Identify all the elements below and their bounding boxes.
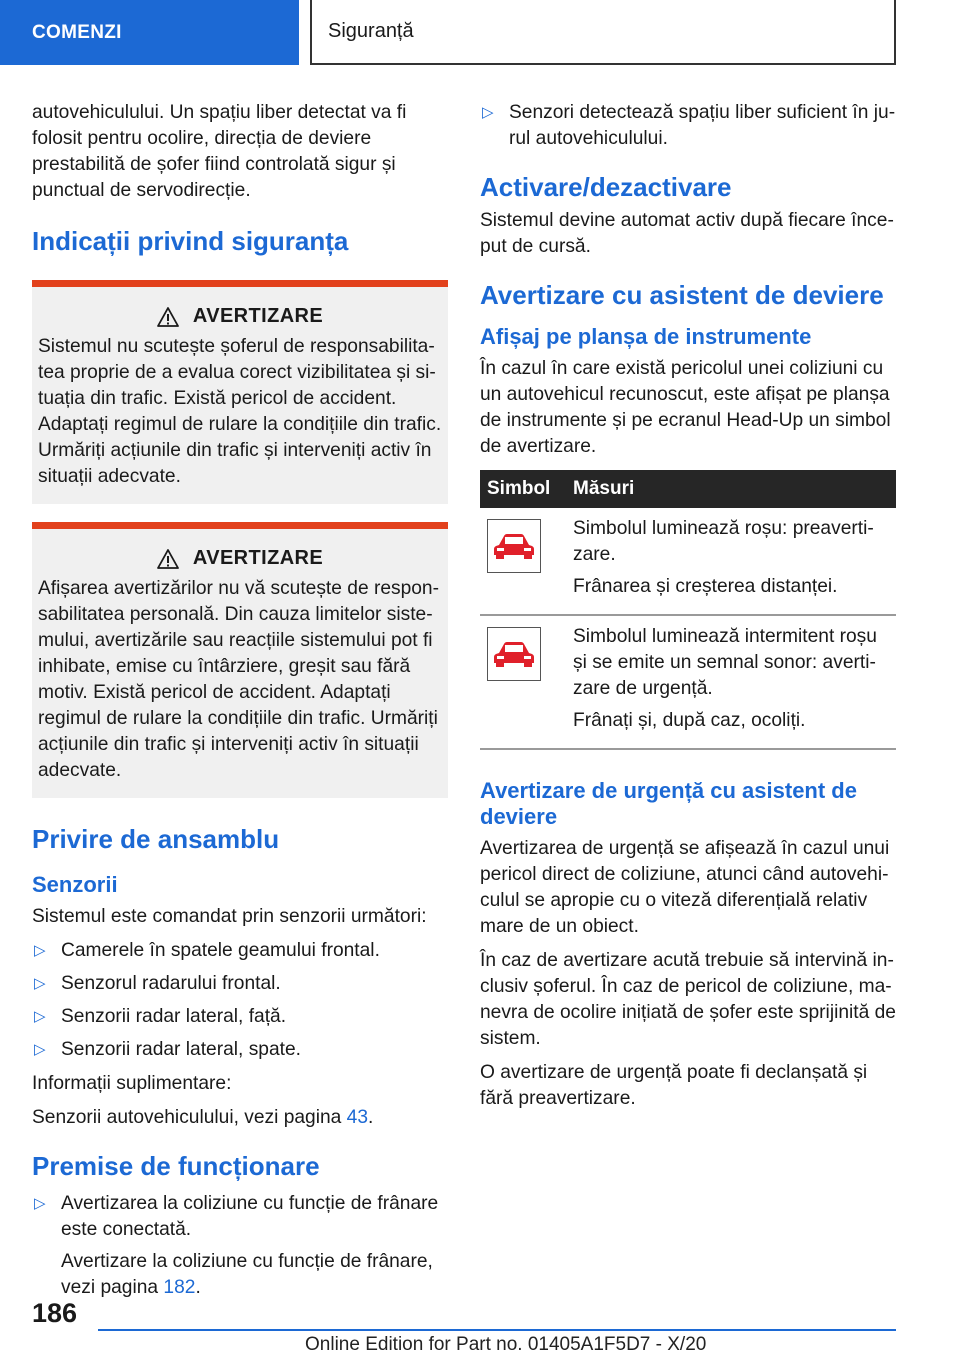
list-item: ▷ Senzori detectează spațiu liber suficient în jurul autovehiculului.: [482, 102, 896, 149]
warning-text: Sistemul nu scutește șoferul de responsabilitatea proprie de a evalua corect vizibilitatea și situația din trafic. Există pericol de accident. Adaptați regimul de rulare la condițiile din trafic. Urmăriți acțiunile din trafic și interveniți activ în situații adecvate.: [38, 336, 442, 487]
triangle-bullet-icon: ▷: [34, 942, 46, 959]
measure-text: Frânați și, după caz, ocoliți.: [573, 710, 806, 731]
overview-heading: Privire de ansamblu: [32, 824, 280, 854]
triangle-bullet-icon: ▷: [34, 975, 46, 992]
right-column: [480, 100, 896, 1120]
emergency-paragraph: Avertizarea de urgență se afișează în cazul unui pericol direct de coliziune, atunci când autovehiculul se apropie cu o viteză diferențială relativ mare de un obiect.: [480, 838, 890, 937]
list-item: ▷ Camerele în spatele geamului frontal.: [32, 938, 448, 964]
section-title: COMENZI: [32, 21, 122, 43]
intro-paragraph: autovehiculului. Un spațiu liber detectat va fi folosit pentru ocolire, direcția de deviere prestabilită de șofer fiind controlată sigur și punctual de servodirecție.: [32, 102, 407, 201]
list-item: ▷ Avertizarea la coliziune cu funcție de frânare este conectată. Avertizare la coliziune cu funcție de frânare, vezi pagina 182.: [32, 1191, 448, 1301]
prerequisites-list-continued: [480, 100, 896, 152]
warning-box: [32, 280, 448, 504]
prerequisites-list: [32, 1191, 448, 1301]
sensors-reference: Senzorii autovehiculului, vezi pagina 43.: [32, 1107, 374, 1128]
safety-heading: Indicații privind siguranța: [32, 226, 349, 256]
chapter-title: Siguranță: [328, 20, 414, 42]
triangle-bullet-icon: ▷: [34, 1195, 46, 1212]
section-tab: [0, 0, 299, 65]
table-header-row: [480, 470, 896, 508]
page-number: 186: [32, 1298, 78, 1328]
car-warning-icon: [487, 627, 541, 681]
table-row: [480, 615, 896, 749]
list-item: ▷ Senzorii radar lateral, față.: [32, 1004, 448, 1030]
left-column: [32, 100, 448, 1309]
triangle-bullet-icon: ▷: [34, 1041, 46, 1058]
sensors-intro: Sistemul este comandat prin senzorii următori:: [32, 906, 427, 927]
display-text: În cazul în care există pericolul unei coliziuni cu un autovehicul recunoscut, este afișat pe planșa de instrumente și pe ecranul Head-Up un simbol de avertizare.: [480, 358, 891, 457]
list-item: ▷ Senzorii radar lateral, spate.: [32, 1037, 448, 1063]
sensors-heading: Senzorii: [32, 872, 118, 897]
chapter-tab: [310, 0, 896, 65]
warning-assist-heading: Avertizare cu asistent de deviere: [480, 280, 884, 310]
list-item: ▷ Senzorul radarului frontal.: [32, 971, 448, 997]
car-warning-icon: [487, 519, 541, 573]
page-link[interactable]: 182: [163, 1277, 196, 1298]
triangle-bullet-icon: ▷: [34, 1008, 46, 1025]
emergency-paragraph: În caz de avertizare acută trebuie să intervină inclusiv șoferul. În caz de pericol de coliziune, manevra de ocolire inițiată de șofer este sprijinită de sistem.: [480, 950, 896, 1049]
footer-divider: [98, 1329, 896, 1331]
emergency-paragraph: O avertizare de urgență poate fi declanșată și fără preavertizare.: [480, 1062, 868, 1109]
triangle-bullet-icon: ▷: [482, 104, 494, 121]
column-header-symbol: Simbol: [480, 470, 566, 508]
prerequisite-reference: Avertizare la coliziune cu funcție de frânare, vezi pagina 182.: [61, 1251, 433, 1298]
more-info-label: Informații suplimentare:: [32, 1073, 232, 1094]
page-link[interactable]: 43: [346, 1107, 369, 1128]
symbol-table: [480, 470, 896, 750]
display-heading: Afișaj pe planșa de instrumente: [480, 324, 812, 349]
warning-triangle-icon: [157, 549, 179, 569]
warning-title: AVERTIZARE: [192, 547, 324, 569]
measure-text: Simbolul luminează roșu: preavertizare.: [573, 518, 874, 565]
warning-box: [32, 522, 448, 798]
sensors-list: [32, 938, 448, 1063]
table-row: [480, 508, 896, 615]
measure-text: Simbolul luminează intermitent roșu și se emite un semnal sonor: avertizare de urgență.: [573, 626, 877, 699]
measure-text: Frânarea și creșterea distanței.: [573, 576, 838, 597]
warning-title: AVERTIZARE: [192, 305, 324, 327]
warning-triangle-icon: [157, 307, 179, 327]
edition-note: Online Edition for Part no. 01405A1F5D7 - X/20: [305, 1334, 707, 1355]
column-header-measures: Măsuri: [566, 470, 896, 508]
emergency-heading: Avertizare de urgență cu asistent de deviere: [480, 778, 857, 829]
activation-text: Sistemul devine automat activ după fiecare început de cursă.: [480, 210, 894, 257]
prerequisites-heading: Premise de funcționare: [32, 1151, 320, 1181]
activation-heading: Activare/dezactivare: [480, 172, 732, 202]
warning-text: Afișarea avertizărilor nu vă scutește de responsabilitatea personală. Din cauza limitelor sistemului, avertizările sau reacțiile sistemului pot fi inhibate, emise cu întârziere, greșit sau fără motiv. Există pericol de accident. Adaptați regimul de rulare la condițiile din trafic. Urmăriți acțiunile din trafic și interveniți activ în situații adecvate.: [38, 578, 439, 781]
